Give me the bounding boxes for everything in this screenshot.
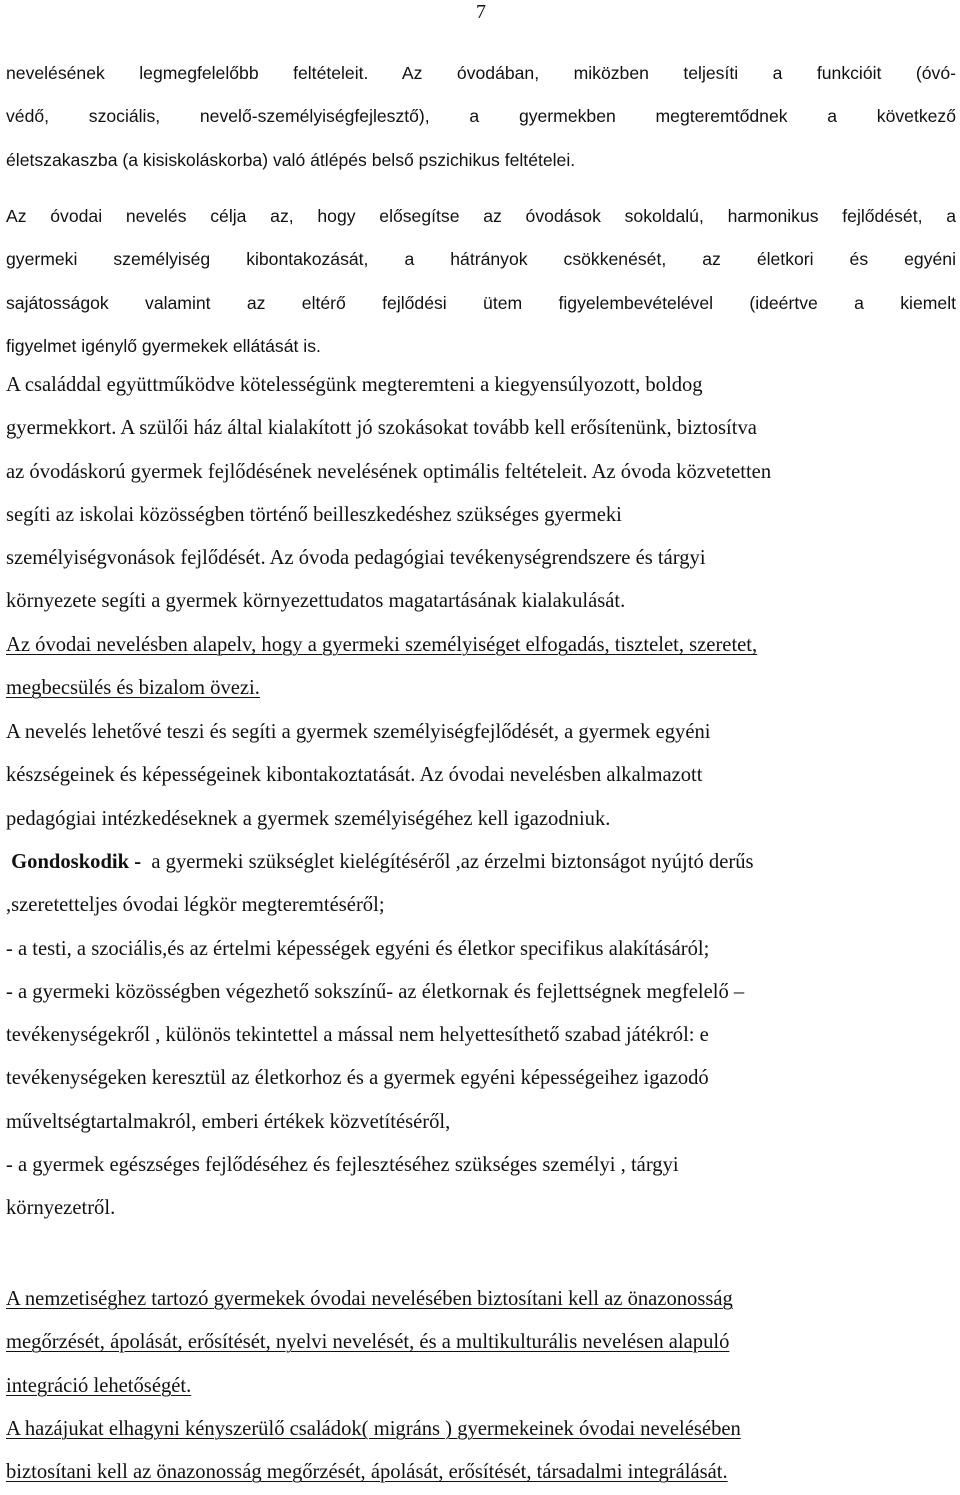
underlined-line: megbecsülés és bizalom övezi.	[6, 677, 260, 700]
text-line: tevékenységekről , különös tekintettel a mással nem helyettesíthető szabad játékról: e	[6, 1024, 709, 1047]
text-line: védő, szociális, nevelő-személyiségfejlesztő), a gyermekben megteremtődnek a következő	[6, 106, 956, 127]
migrant-paragraph	[6, 1408, 956, 1495]
text-line: nevelésének legmegfelelőbb feltételeit. Az óvodában, miközben teljesíti a funkcióit (óvó-	[6, 63, 956, 83]
family-paragraph	[6, 364, 956, 624]
text-line: az óvodáskorú gyermek fejlődésének nevelésének optimális feltételeit. Az óvoda közvetetten	[6, 460, 772, 483]
text-line: környezete segíti a gyermek környezettudatos magatartásának kialakulását.	[6, 590, 626, 613]
care-keyword: Gondoskodik -	[11, 851, 142, 873]
text-line: - a gyermek egészséges fejlődéséhez és fejlesztéséhez szükséges személyi , tárgyi	[6, 1154, 679, 1177]
development-paragraph	[6, 711, 956, 841]
text-line: életszakaszba (a kisiskoláskorba) való átlépés belső pszichikus feltételei.	[6, 149, 576, 170]
underlined-line: integráció lehetőségét.	[6, 1374, 192, 1397]
text-line: Az óvodai nevelés célja az, hogy elősegítse az óvodások sokoldalú, harmonikus fejlődését, a	[6, 206, 956, 226]
text-line: segíti az iskolai közösségben történő beilleszkedéshez szükséges gyermeki	[6, 503, 622, 526]
intro-paragraph	[6, 52, 956, 182]
underlined-line: A nemzetiséghez tartozó gyermekek óvodai nevelésében biztosítani kell az önazonosság	[6, 1288, 733, 1310]
text-line: figyelmet igénylő gyermekek ellátását is.	[6, 336, 321, 357]
text-line: ,szeretetteljes óvodai légkör megteremtéséről;	[6, 894, 385, 917]
underlined-line: megőrzését, ápolását, erősítését, nyelvi nevelését, és a multikulturális nevelésen alapuló	[6, 1331, 730, 1354]
text-line: A nevelés lehetővé teszi és segíti a gyermek személyiségfejlődését, a gyermek egyéni	[6, 721, 711, 743]
care-first-text: a gyermeki szükséglet kielégítéséről ,az érzelmi biztonságot nyújtó derűs	[151, 851, 754, 873]
text-line: környezetről.	[6, 1197, 116, 1220]
care-first-line	[6, 841, 956, 884]
text-line: pedagógiai intézkedéseknek a gyermek személyiségéhez kell igazodniuk.	[6, 807, 611, 830]
text-line: műveltségtartalmakról, emberi értékek közvetítéséről,	[6, 1110, 451, 1133]
page-number: 7	[476, 1, 486, 23]
minority-paragraph	[6, 1278, 956, 1408]
text-line: gyermeki személyiség kibontakozását, a hátrányok csökkenését, az életkori és egyéni	[6, 249, 956, 270]
care-section	[6, 841, 956, 1231]
text-line: sajátosságok valamint az eltérő fejlődési ütem figyelembevételével (ideértve a kiemelt	[6, 292, 956, 313]
text-line: - a gyermeki közösségben végezhető sokszínű- az életkornak és fejlettségnek megfelelő –	[6, 980, 745, 1003]
underlined-line: biztosítani kell az önazonosság megőrzését, ápolását, erősítését, társadalmi integrálását.	[6, 1461, 728, 1484]
text-line: - a testi, a szociális,és az értelmi képességek egyéni és életkor specifikus alakításáról;	[6, 937, 710, 960]
principle-paragraph	[6, 624, 956, 711]
text-line: készségeinek és képességeinek kibontakoztatását. Az óvodai nevelésben alkalmazott	[6, 764, 703, 787]
text-line: személyiségvonások fejlődését. Az óvoda pedagógiai tevékenységrendszere és tárgyi	[6, 547, 706, 570]
text-line: tevékenységeken keresztül az életkorhoz és a gyermek egyéni képességeihez igazodó	[6, 1067, 709, 1090]
underlined-line: A hazájukat elhagyni kényszerülő családok( migráns ) gyermekeinek óvodai nevelésében	[6, 1418, 741, 1440]
text-line: A családdal együttműködve kötelességünk megteremteni a kiegyensúlyozott, boldog	[6, 374, 703, 396]
underlined-line: Az óvodai nevelésben alapelv, hogy a gyermeki személyiséget elfogadás, tisztelet, szeretet,	[6, 634, 758, 656]
text-line: gyermekkort. A szülői ház által kialakított jó szokásokat tovább kell erősítenünk, biztosítva	[6, 417, 757, 440]
goal-paragraph	[6, 195, 956, 369]
